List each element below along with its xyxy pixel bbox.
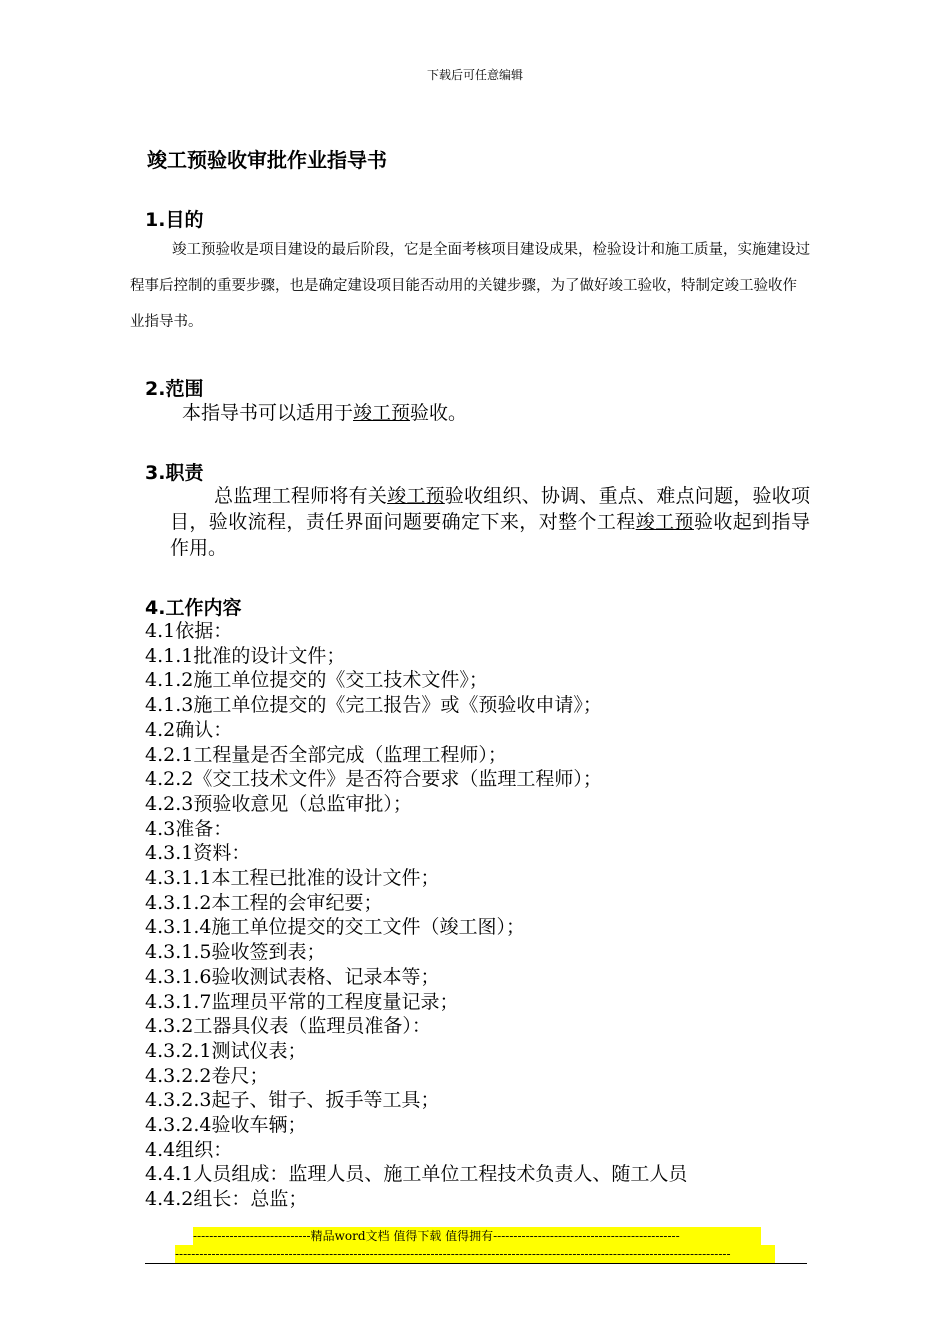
scope-text-pre: 本指导书可以适用于 <box>182 402 354 424</box>
footer-banner-line: -----------------------------精品word文档 值得下载 值得拥有---------------------------------------------- <box>193 1227 761 1245</box>
list-item: 4.4.1人员组成：监理人员、施工单位工程技术负责人、随工人员 <box>145 1163 688 1186</box>
footer-divider <box>145 1263 807 1264</box>
list-item: 4.1.3施工单位提交的《完工报告》或《预验收申请》； <box>145 694 602 717</box>
list-item: 4.3.2工器具仪表（监理员准备）： <box>145 1015 431 1038</box>
footer-banner-line: ----------------------------------------------------------------------------------------------------------------------------------------- <box>175 1245 775 1263</box>
scope-text-post: 验收。 <box>410 402 468 424</box>
list-item: 4.2确认： <box>145 718 233 741</box>
document-title: 竣工预验收审批作业指导书 <box>147 148 387 172</box>
list-item: 4.3.1.6验收测试表格、记录本等； <box>145 965 440 988</box>
list-item: 4.3准备： <box>145 817 233 840</box>
list-item: 4.3.2.3起子、钳子、扳手等工具； <box>145 1089 440 1112</box>
section-heading-responsibility: 3.职责 <box>145 462 204 484</box>
list-item: 4.3.2.1测试仪表； <box>145 1039 307 1062</box>
list-item: 4.1.1批准的设计文件； <box>145 644 346 667</box>
list-item: 4.4组织： <box>145 1138 233 1161</box>
list-item: 4.3.1.7监理员平常的工程度量记录； <box>145 990 459 1013</box>
list-item: 4.2.2《交工技术文件》是否符合要求（监理工程师）； <box>145 768 602 791</box>
list-item: 4.3.1.1本工程已批准的设计文件； <box>145 867 440 890</box>
section-heading-work: 4.工作内容 <box>145 597 242 619</box>
list-item: 4.4.2组长：总监； <box>145 1188 308 1211</box>
section-body-scope <box>182 398 467 425</box>
resp-text-c: 验收起到指导作用。 <box>170 511 810 559</box>
list-item: 4.2.3预验收意见（总监审批）； <box>145 792 412 815</box>
section-body-responsibility <box>170 483 810 561</box>
resp-text-a: 总监理工程师将有关 <box>214 485 388 507</box>
list-item: 4.3.1.4施工单位提交的交工文件（竣工图）； <box>145 916 525 939</box>
list-item: 4.2.1工程量是否全部完成（监理工程师）； <box>145 743 507 766</box>
resp-text-b: 验收组织、协调、重点、难点问题，验收项目，验收流程，责任界面问题要确定下来，对整个工程 <box>170 485 810 533</box>
list-item: 4.3.2.2卷尺； <box>145 1064 269 1087</box>
list-item: 4.3.1.5验收签到表； <box>145 941 326 964</box>
resp-text-underlined-2: 竣工预 <box>635 511 694 533</box>
header-note: 下载后可任意编辑 <box>426 68 523 82</box>
scope-text-underlined: 竣工预 <box>353 402 411 424</box>
list-item: 4.3.1.2本工程的会审纪要； <box>145 891 383 914</box>
section-body-purpose: 竣工预验收是项目建设的最后阶段，它是全面考核项目建设成果，检验设计和施工质量，实施建设过程事后控制的重要步骤，也是确定建设项目能否动用的关键步骤，为了做好竣工验收，特制定竣工验收作业指导书。 <box>130 242 810 330</box>
section-heading-purpose: 1.目的 <box>145 209 204 231</box>
list-item: 4.3.1资料： <box>145 842 251 865</box>
section-heading-scope: 2.范围 <box>145 378 204 400</box>
work-content-list <box>145 619 687 1212</box>
footer-banner <box>175 1227 775 1263</box>
resp-text-underlined-1: 竣工预 <box>387 485 445 507</box>
list-item: 4.1.2施工单位提交的《交工技术文件》； <box>145 669 488 692</box>
list-item: 4.1依据： <box>145 620 233 642</box>
list-item: 4.3.2.4验收车辆； <box>145 1114 307 1137</box>
